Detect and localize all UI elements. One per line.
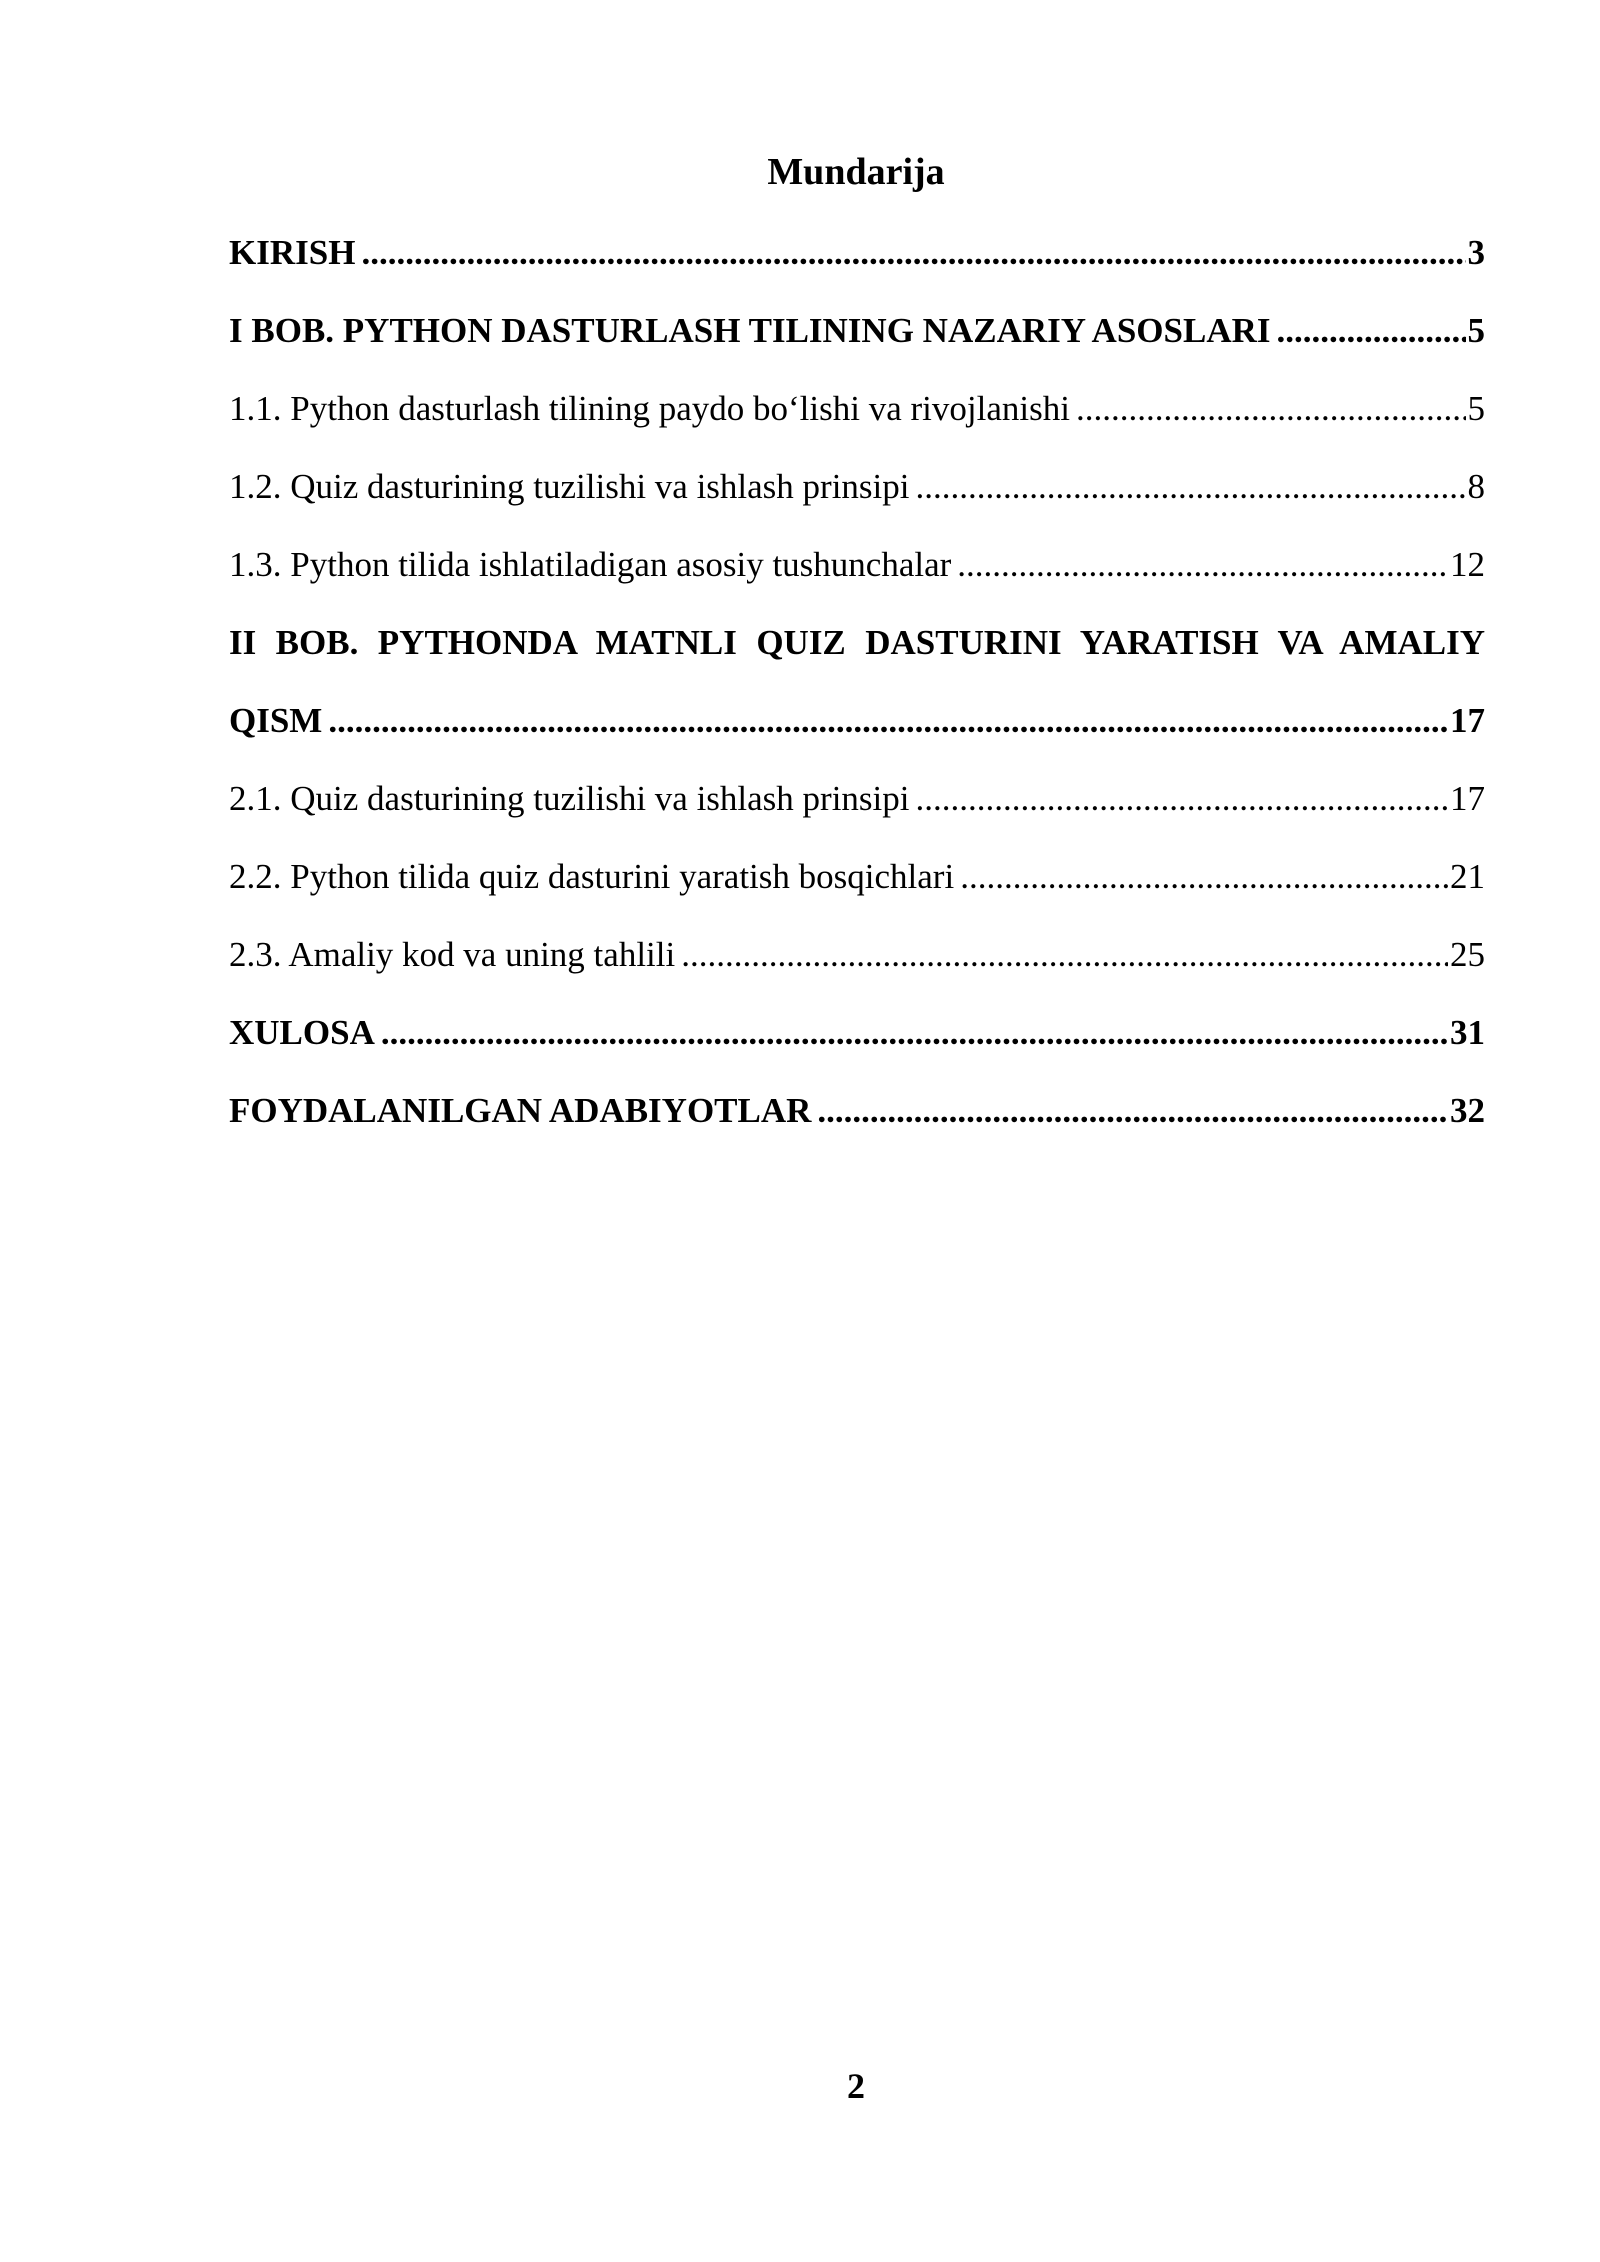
- toc-entry-section-2-3[interactable]: [229, 916, 1485, 994]
- toc-entry-page: 5: [1467, 389, 1485, 428]
- toc-entry-label: FOYDALANILGAN ADABIYOTLAR: [229, 1091, 812, 1130]
- toc-entry-page: 31: [1450, 1013, 1485, 1052]
- dot-leader: [1277, 292, 1466, 370]
- toc-entry-page: 32: [1450, 1091, 1485, 1130]
- toc-entry-page: 25: [1450, 935, 1485, 974]
- toc-entry-section-1-3[interactable]: [229, 526, 1485, 604]
- toc-entry-chapter-2[interactable]: [229, 604, 1485, 760]
- toc-entry-page: 3: [1467, 233, 1485, 272]
- toc-entry-section-1-2[interactable]: [229, 448, 1485, 526]
- dot-leader: [1076, 370, 1466, 448]
- dot-leader: [960, 838, 1448, 916]
- toc-entry-adabiyotlar[interactable]: [229, 1072, 1485, 1150]
- toc-entry-page: 17: [1450, 779, 1485, 818]
- dot-leader: [817, 1072, 1448, 1150]
- dot-leader: [916, 448, 1466, 526]
- dot-leader: [916, 760, 1448, 838]
- toc-title: Mundarija: [767, 151, 945, 193]
- toc-entry-label-line1: II BOB. PYTHONDA MATNLI QUIZ DASTURINI YARATISH VA AMALIY: [229, 623, 1485, 662]
- toc-entry-chapter-1[interactable]: [229, 292, 1485, 370]
- dot-leader: [328, 682, 1448, 760]
- toc-entry-page: 12: [1450, 545, 1485, 584]
- toc-entry-label: 2.1. Quiz dasturining tuzilishi va ishlash prinsipi: [229, 779, 910, 818]
- toc-entry-page: 8: [1467, 467, 1485, 506]
- toc-entry-label: 2.3. Amaliy kod va uning tahlili: [229, 935, 676, 974]
- toc-entry-label: KIRISH: [229, 233, 356, 272]
- toc-entry-label: 1.1. Python dasturlash tilining paydo bo‘lishi va rivojlanishi: [229, 389, 1070, 428]
- dot-leader: [681, 916, 1448, 994]
- toc-entry-label: 2.2. Python tilida quiz dasturini yaratish bosqichlari: [229, 857, 955, 896]
- toc-entry-page: 17: [1450, 701, 1485, 740]
- toc-entry-label: I BOB. PYTHON DASTURLASH TILINING NAZARIY ASOSLARI: [229, 311, 1271, 350]
- page-number: 2: [847, 2066, 865, 2106]
- toc-entry-label: 1.2. Quiz dasturining tuzilishi va ishlash prinsipi: [229, 467, 910, 506]
- toc-entry-section-2-1[interactable]: [229, 760, 1485, 838]
- toc-entry-page: 21: [1450, 857, 1485, 896]
- toc-entry-label: QISM: [229, 701, 323, 740]
- toc-entry-kirish[interactable]: [229, 214, 1485, 292]
- table-of-contents: [229, 214, 1485, 1150]
- dot-leader: [381, 994, 1448, 1072]
- toc-entry-label: 1.3. Python tilida ishlatiladigan asosiy tushunchalar: [229, 545, 952, 584]
- toc-entry-section-2-2[interactable]: [229, 838, 1485, 916]
- toc-entry-section-1-1[interactable]: [229, 370, 1485, 448]
- toc-entry-label: XULOSA: [229, 1013, 375, 1052]
- dot-leader: [361, 214, 1465, 292]
- toc-entry-xulosa[interactable]: [229, 994, 1485, 1072]
- dot-leader: [957, 526, 1448, 604]
- toc-entry-page: 5: [1467, 311, 1485, 350]
